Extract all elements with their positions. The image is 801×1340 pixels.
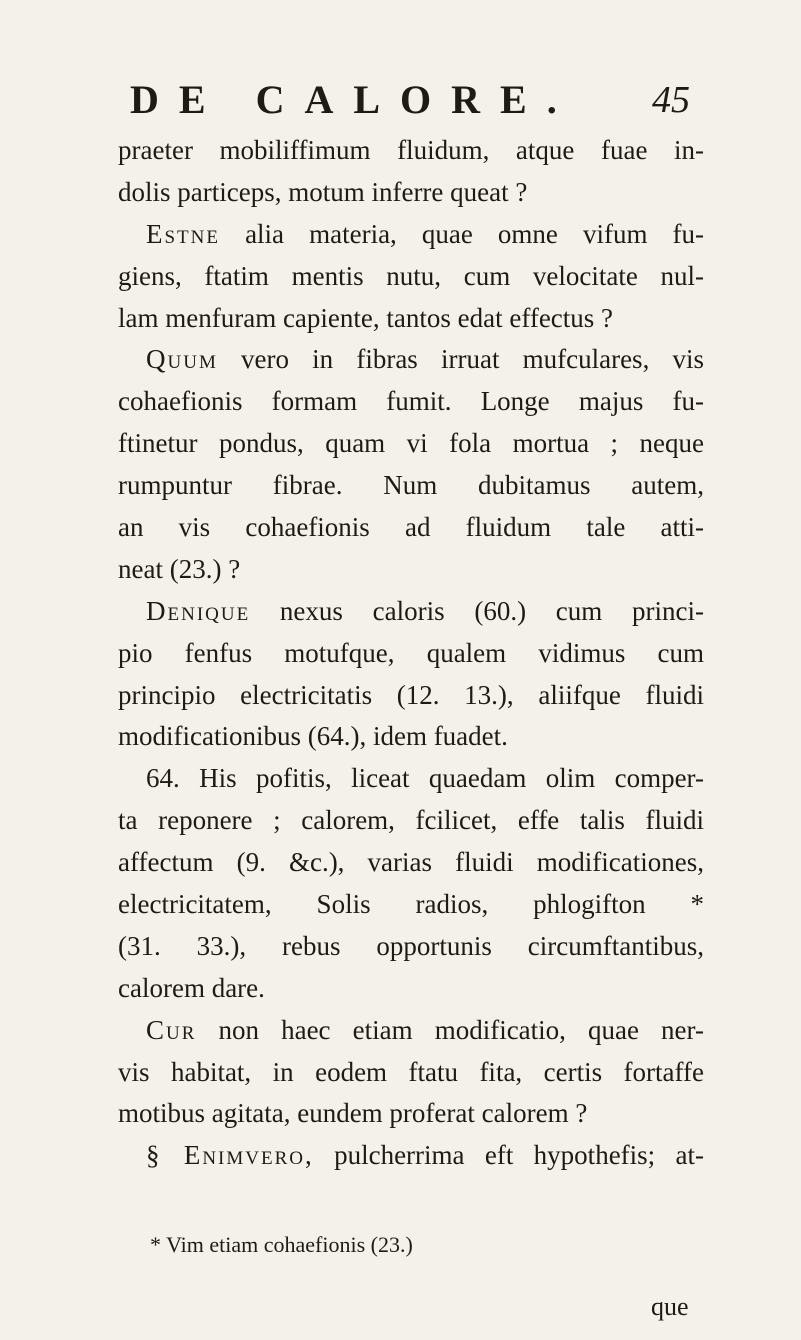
line-text: pulcherrima eft hypothefis; at- — [313, 1140, 704, 1171]
line-text: alia materia, quae omne vifum fu- — [220, 218, 704, 249]
text-line — [118, 423, 704, 465]
text-line — [118, 339, 704, 381]
text-line — [118, 172, 704, 214]
text-line — [118, 1135, 704, 1177]
text-line — [118, 633, 704, 675]
line-text: calorem dare. — [118, 972, 265, 1003]
text-line — [118, 675, 704, 717]
text-line — [118, 507, 704, 549]
line-text: cohaefionis formam fumit. Longe majus fu- — [118, 386, 704, 417]
line-text: nexus caloris (60.) cum princi- — [250, 595, 704, 626]
line-text: non haec etiam modificatio, quae ner- — [196, 1014, 704, 1045]
line-text: principio electricitatis (12. 13.), aliifque fluidi — [118, 679, 704, 710]
line-text: dolis particeps, motum inferre queat ? — [118, 176, 528, 207]
line-text: rumpuntur fibrae. Num dubitamus autem, — [118, 470, 704, 501]
paragraph-lead-word: Quum — [146, 344, 218, 375]
text-line — [118, 130, 704, 172]
footnote: * Vim etiam cohaefionis (23.) — [150, 1232, 413, 1257]
line-text: electricitatem, Solis radios, phlogifton * — [118, 889, 704, 920]
line-text: 64. His pofitis, liceat quaedam olim comper- — [146, 763, 704, 794]
line-text: vis habitat, in eodem ftatu fita, certis fortaffe — [118, 1056, 704, 1087]
paragraph-lead-word: Denique — [146, 595, 251, 626]
line-text: ta reponere ; calorem, fcilicet, effe talis fluidi — [118, 805, 704, 836]
catchword: que — [651, 1292, 689, 1321]
page-number: 45 — [652, 79, 690, 121]
text-line — [118, 926, 704, 968]
paragraph-lead-word: § Enimvero, — [146, 1140, 314, 1171]
line-text: an vis cohaefionis ad fluidum tale atti- — [118, 512, 704, 543]
text-line — [118, 465, 704, 507]
text-line — [118, 800, 704, 842]
body-text — [118, 130, 704, 1177]
text-line — [118, 716, 704, 758]
line-text: lam menfuram capiente, tantos edat effectus ? — [118, 302, 614, 333]
line-text: praeter mobiliffimum fluidum, atque fuae in- — [118, 135, 704, 165]
line-text: giens, ftatim mentis nutu, cum velocitate nul- — [118, 260, 704, 291]
text-line — [118, 884, 704, 926]
page-header — [130, 76, 690, 126]
text-line — [118, 381, 704, 423]
text-line — [118, 758, 704, 800]
text-line — [118, 1052, 704, 1094]
text-line — [118, 1010, 704, 1052]
text-line — [118, 1093, 704, 1135]
paragraph-lead-word: Estne — [146, 218, 220, 249]
text-line — [118, 256, 704, 298]
paragraph-lead-word: Cur — [146, 1014, 197, 1045]
line-text: modificationibus (64.), idem fuadet. — [118, 721, 508, 752]
text-line — [118, 214, 704, 256]
line-text: affectum (9. &c.), varias fluidi modificationes, — [118, 847, 704, 878]
running-title: DE CALORE. — [130, 77, 577, 122]
line-text: motibus agitata, eundem proferat calorem ? — [118, 1098, 588, 1129]
line-text: (31. 33.), rebus opportunis circumftantibus, — [118, 930, 704, 961]
text-line — [118, 549, 704, 591]
text-line — [118, 591, 704, 633]
line-text: ftinetur pondus, quam vi fola mortua ; neque — [118, 428, 704, 459]
text-line — [118, 968, 704, 1010]
text-line — [118, 842, 704, 884]
line-text: vero in fibras irruat mufculares, vis — [217, 344, 704, 375]
line-text: neat (23.) ? — [118, 553, 241, 584]
line-text: pio fenfus motufque, qualem vidimus cum — [118, 637, 704, 668]
text-line — [118, 298, 704, 340]
